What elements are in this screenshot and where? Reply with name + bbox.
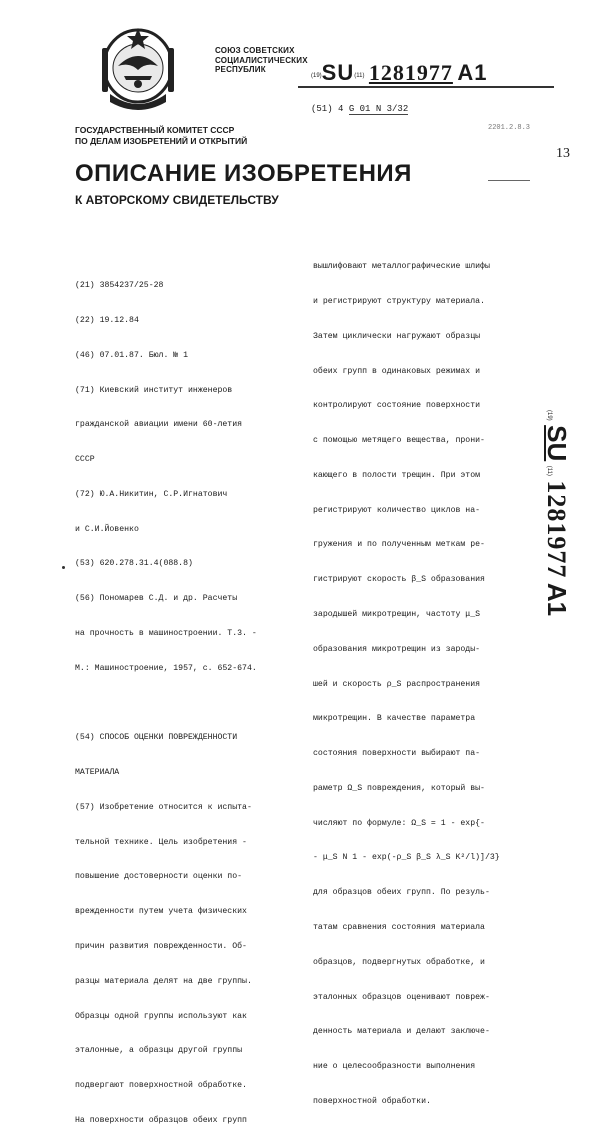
text-line: (56) Пономарев С.Д. и др. Расчеты <box>75 594 238 604</box>
text-line: гражданской авиации имени 60-летия <box>75 420 243 430</box>
text-line: образования микротрещин из зароды- <box>313 644 481 654</box>
text-line: образцов, подвергнутых обработке, и <box>313 957 485 967</box>
committee-name <box>75 125 247 147</box>
text-line: (46) 07.01.87. Бюл. № 1 <box>75 350 189 360</box>
text-line: на прочность в машиностроении. Т.3. - <box>75 629 257 638</box>
org-line: СОЮЗ СОВЕТСКИХ <box>215 46 295 55</box>
text-line: числяют по формуле: Ω_S = 1 - exp{- <box>313 818 485 828</box>
text-line: подвергают поверхностной обработке. <box>75 1081 247 1091</box>
text-line: (57) Изобретение относится к испыта- <box>75 802 252 812</box>
text-line: На поверхности образцов обеих групп <box>75 1115 247 1125</box>
ipc-value: G 01 N 3/32 <box>348 104 409 114</box>
text-line: зародышей микротрещин, частоту μ_S <box>313 610 481 619</box>
corner-number: 13 <box>556 146 570 161</box>
text-line: вышлифовают металлографические шлифы <box>313 262 490 272</box>
scan-speck <box>62 566 65 569</box>
document-subtitle: К АВТОРСКОМУ СВИДЕТЕЛЬСТВУ <box>75 193 279 207</box>
ipc-code: (51) 4 <box>311 104 344 114</box>
text-line: (22) 19.12.84 <box>75 315 139 325</box>
text-line: МАТЕРИАЛА <box>75 768 120 778</box>
inid-code-19: (19) <box>311 72 322 79</box>
document-title: ОПИСАНИЕ ИЗОБРЕТЕНИЯ <box>75 160 412 187</box>
vertical-inid-11: (11) <box>546 465 552 476</box>
text-line: контролируют состояние поверхности <box>313 401 481 411</box>
text-line: повышение достоверности оценки по- <box>75 872 243 882</box>
text-line: ние о целесообразности выполнения <box>313 1062 476 1072</box>
text-line: М.: Машиностроение, 1957, с. 652-674. <box>75 663 257 673</box>
text-line: (53) 620.278.31.4(088.8) <box>75 559 193 569</box>
text-line: шей и скорость ρ_S распространения <box>313 679 481 689</box>
text-line: регистрируют количество циклов на- <box>313 505 481 515</box>
text-line: разцы материала делят на две группы. <box>75 976 252 986</box>
text-line <box>75 698 257 710</box>
text-line: тельной технике. Цель изобретения - <box>75 837 247 847</box>
text-line: СССР <box>75 455 95 465</box>
text-line: денность материала и делают заключе- <box>313 1027 490 1037</box>
text-line: с помощью метящего вещества, прони- <box>313 436 485 446</box>
text-line: гружения и по полученным меткам ре- <box>313 540 485 550</box>
text-line: (72) Ю.А.Никитин, С.Р.Игнатович <box>75 489 228 499</box>
dash-mark <box>488 180 530 181</box>
text-line: Затем циклически нагружают образцы <box>313 331 481 341</box>
ussr-emblem <box>68 22 208 114</box>
text-line: (21) 3854237/25-28 <box>75 281 164 291</box>
org-line: СОЦИАЛИСТИЧЕСКИХ <box>215 55 308 65</box>
text-line: обеих групп в одинаковых режимах и <box>313 366 481 376</box>
text-line: кающего в полости трещин. При этом <box>313 470 481 480</box>
text-line: - μ_S N 1 - exp(-ρ_S β_S λ_S K²/l)]/3} <box>313 853 500 863</box>
vertical-inid-19: (19) <box>546 410 552 421</box>
country-code: SU <box>321 60 355 85</box>
text-line: причин развития поврежденности. Об- <box>75 942 247 952</box>
text-line: микротрещин. В качестве параметра <box>313 714 476 724</box>
right-column <box>313 238 500 1119</box>
vertical-patent-label <box>532 410 592 710</box>
patent-number-header <box>311 60 488 86</box>
text-line: поверхностной обработки. <box>313 1096 431 1106</box>
org-line: РЕСПУБЛИК <box>215 65 266 74</box>
text-line: Образцы одной группы используют как <box>75 1011 247 1021</box>
text-line: эталонные, а образцы другой группы <box>75 1046 243 1056</box>
kind-code: A1 <box>457 60 488 85</box>
text-line: и регистрируют структуру материала. <box>313 296 485 306</box>
text-line: (54) СПОСОБ ОЦЕНКИ ПОВРЕЖДЕННОСТИ <box>75 733 238 743</box>
committee-line: ГОСУДАРСТВЕННЫЙ КОМИТЕТ СССР <box>75 125 235 135</box>
text-line: для образцов обеих групп. По резуль- <box>313 888 490 898</box>
text-line: врежденности путем учета физических <box>75 907 247 917</box>
faint-stamp: 2201.2.8.3 <box>488 124 531 132</box>
text-line: эталонных образцов оценивают повреж- <box>313 992 490 1002</box>
vertical-kind: A1 <box>542 582 572 617</box>
header-rule <box>298 86 554 88</box>
text-line: и С.И.Йовенко <box>75 524 139 534</box>
patent-number: 1281977 <box>368 60 453 85</box>
text-line: татам сравнения состояния материала <box>313 923 485 933</box>
inid-code-11: (11) <box>354 72 365 79</box>
vertical-country: SU <box>542 425 572 462</box>
text-line: состояния поверхности выбирают па- <box>313 749 481 759</box>
left-column <box>75 257 257 1138</box>
org-name <box>215 46 308 75</box>
text-line: раметр Ω_S повреждения, который вы- <box>313 783 485 793</box>
committee-line: ПО ДЕЛАМ ИЗОБРЕТЕНИЙ И ОТКРЫТИЙ <box>75 136 248 146</box>
vertical-number: 1281977 <box>542 480 571 579</box>
ipc-class <box>311 104 408 114</box>
text-line: гистрируют скорость β_S образования <box>313 575 485 585</box>
text-line: (71) Киевский институт инженеров <box>75 385 233 395</box>
